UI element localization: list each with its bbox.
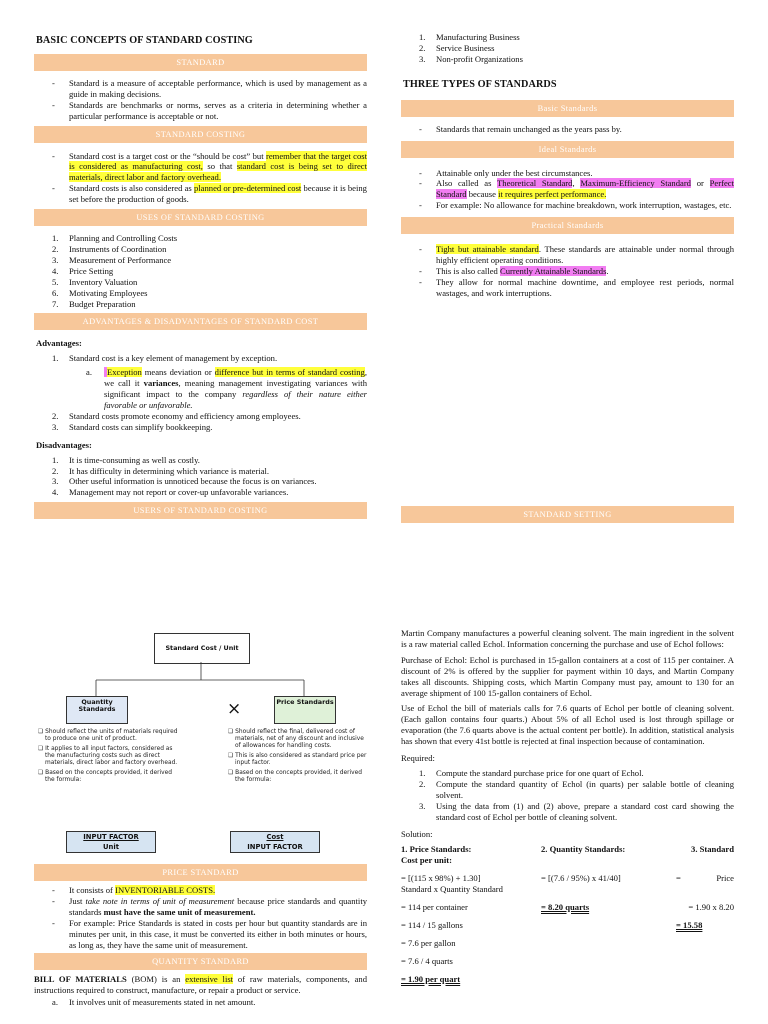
types-title: THREE TYPES OF STANDARDS — [403, 78, 557, 90]
section-header-uses: USES OF STANDARD COSTING — [34, 209, 367, 226]
diagram-note: ❏ This is also considered as standard price per input factor. — [228, 752, 367, 766]
disadvantages-label: Disadvantages: — [36, 439, 92, 450]
left-bottom — [34, 864, 367, 1008]
list-item: 3. Standard costs can simplify bookkeeping. — [52, 421, 213, 432]
table-row: = 114 per container = 8.20 quarts = 1.90 x 8.20 — [401, 902, 734, 913]
list-item: 1. Standard cost is a key element of management by exception. — [52, 353, 278, 364]
standard-cost-unit-box: Standard Cost / Unit — [154, 633, 250, 664]
advantages-list-cont — [34, 411, 367, 433]
list-item: 3. Other useful information is unnoticed because the focus is on variances. — [52, 476, 317, 487]
price-standard-list — [34, 885, 367, 950]
standard-list — [34, 78, 367, 122]
list-item: - Standard cost is a target cost or the “should be cost” but remember that the target cost is considered as manufacturing cost, so that standard cost is being set to direct materials, direct labor and factory overhead. — [34, 151, 367, 184]
list-item: 2. Standard costs promote economy and efficiency among employees. — [52, 410, 301, 421]
list-item: - Standard is a measure of acceptable performance, which is used by management as a guide in making decisions. — [34, 78, 367, 100]
required-label: Required: — [401, 753, 435, 764]
list-item: 2. Compute the standard quantity of Echol (in quarts) per salable bottle of cleaning solvent. — [419, 778, 734, 800]
section-header-quantity-standard: QUANTITY STANDARD — [34, 953, 367, 970]
quantity-notes — [38, 729, 178, 787]
section-header-users: USERS OF STANDARD COSTING — [34, 502, 367, 519]
table-row: = 7.6 / 4 quarts — [401, 955, 453, 966]
list-item: 3. Measurement of Performance — [52, 254, 172, 265]
list-item: 7. Budget Preparation — [52, 298, 136, 309]
list-item: 6. Motivating Employees — [52, 287, 148, 298]
required-list — [401, 768, 734, 823]
section-header-basic: Basic Standards — [401, 100, 734, 117]
advantages-sublist — [34, 367, 367, 411]
input-factor-formula-box: INPUT FACTOR Unit — [66, 831, 156, 853]
problem-paragraph-1: Martin Company manufactures a powerful cleaning solvent. The main ingredient in the solvent is a raw material called Echol. Information concerning the purchase and use of Echol follows: — [401, 628, 734, 649]
list-item: 1. Compute the standard purchase price for one quart of Echol. — [419, 767, 644, 778]
list-item: - They allow for normal machine downtime, and employee rest periods, normal wastages, and work interruptions. — [401, 277, 734, 299]
diagram-note: ❏ Should reflect the final, delivered cost of materials, net of any discount and inclusive of allowances for handling costs. — [228, 729, 364, 749]
list-item: - For example: Price Standards is stated in costs per hour but quantity standards are in minutes per unit, in this case, it must be converted its either in both minutes or hours, as long as, they have the same unit of measurement. — [34, 918, 367, 951]
list-item: - Standards are benchmarks or norms, serves as a criteria in determining whether a particular performance is acceptable or not. — [34, 100, 367, 122]
section-header-standard-setting: STANDARD SETTING — [401, 506, 734, 523]
section-header-standard: STANDARD — [34, 54, 367, 71]
quantity-standards-box: Quantity Standards — [66, 696, 128, 724]
left-column — [34, 32, 367, 519]
list-item: 1. It is time-consuming as well as costly. — [52, 454, 200, 465]
list-item: - Tight but attainable standard. These standards are attainable under normal through highly efficient operating conditions. — [401, 244, 734, 266]
cost-formula-box: Cost INPUT FACTOR — [230, 831, 320, 853]
list-item: 2. Instruments of Coordination — [52, 244, 167, 255]
table-row: 1. Price Standards: 2. Quantity Standards: 3. Standard — [401, 844, 734, 855]
list-item: 1. Manufacturing Business — [419, 32, 520, 42]
solution-label: Solution: — [401, 828, 433, 839]
diagram-note: ❏ Based on the concepts provided, it derived the formula: — [228, 769, 362, 783]
bom-paragraph: BILL OF MATERIALS (BOM) is an extensive list of raw materials, components, and instructions required to construct, manufacture, or repair a product or service. — [34, 974, 368, 996]
list-item: a. Exception means deviation or difference but in terms of standard costing, we call it variances, meaning management investigating variances with significant impact to the company regardless of their nature either favorable or unfavorable. — [86, 367, 368, 410]
problem-paragraph-2: Purchase of Echol: Echol is purchased in 15-gallon containers at a cost of 115 per container. A discount of 2% is offered by the supplier for payment within 10 days, and Martin Company takes all discounts. Shipping costs, which Martin Company must pay, amount to 130 for an average shipment of 100 15-gallon containers of Echol. — [401, 654, 734, 698]
uses-list — [34, 233, 367, 309]
right-column — [401, 32, 734, 303]
ideal-list — [401, 168, 734, 212]
bom-list — [34, 997, 367, 1008]
list-item: 2. Service Business — [419, 42, 495, 53]
section-header-price-standard: PRICE STANDARD — [34, 864, 367, 881]
table-row: = [(115 x 98%) + 1.30] = [(7.6 / 95%) x 41/40] = Price — [401, 873, 734, 884]
multiply-icon: × — [227, 699, 242, 719]
standard-cost-diagram — [38, 633, 371, 858]
list-item: - This is also called Currently Attainable Standards. — [401, 266, 734, 277]
table-row: Standard x Quantity Standard — [401, 884, 503, 895]
standard-setting-header-wrap — [401, 506, 734, 523]
page-title: BASIC CONCEPTS OF STANDARD COSTING — [36, 35, 253, 46]
list-item: - For example: No allowance for machine breakdown, work interruption, wastages, etc. — [401, 200, 734, 211]
list-item: 3. Using the data from (1) and (2) above, prepare a standard cost card showing the standard cost of Echol per bottle of cleaning solvent. — [419, 800, 734, 822]
list-item: - Standard costs is also considered as planned or pre-determined cost because it is being set before the production of goods. — [34, 183, 367, 205]
advantages-list — [34, 353, 367, 364]
section-header-ideal: Ideal Standards — [401, 141, 734, 158]
diagram-note: ❏ Based on the concepts provided, it derived the formula: — [38, 769, 172, 783]
list-item: - Also called as Theoretical Standard, Maximum-Efficiency Standard or Perfect Standard because it requires perfect performance. — [401, 178, 734, 200]
basic-list — [401, 124, 734, 135]
price-notes — [228, 729, 368, 787]
solution-table — [401, 844, 734, 984]
organizations-list — [401, 32, 734, 65]
list-item: a. It involves unit of measurements stated in net amount. — [52, 997, 256, 1008]
list-item: - Standards that remain unchanged as the years pass by. — [401, 124, 734, 135]
standard-costing-list — [34, 151, 367, 206]
table-row: = 7.6 per gallon — [401, 937, 456, 948]
disadvantages-list — [34, 455, 367, 499]
list-item: 5. Inventory Valuation — [52, 276, 138, 287]
list-item: 4. Management may not report or cover-up unfavorable variances. — [52, 487, 289, 498]
table-row: Cost per unit: — [401, 855, 452, 866]
section-header-adv-disadv: ADVANTAGES & DISADVANTAGES OF STANDARD COST — [34, 313, 367, 330]
list-item: - Attainable only under the best circumstances. — [401, 168, 734, 179]
table-row: = 114 / 15 gallons = 15.58 — [401, 919, 703, 930]
list-item: 2. It has difficulty in determining which variance is material. — [52, 465, 270, 476]
diagram-note: ❏ Should reflect the units of materials required to produce one unit of product. — [38, 729, 178, 742]
list-item: 4. Price Setting — [52, 265, 114, 276]
price-standards-box: Price Standards — [274, 696, 336, 724]
list-item: - Just take note in terms of unit of measurement because price standards and quantity standards must have the same unit of measurement. — [34, 896, 367, 918]
table-row: = 1.90 per quart — [401, 973, 461, 984]
list-item: - It consists of INVENTORIABLE COSTS. — [34, 885, 367, 896]
problem-section — [401, 628, 734, 985]
section-header-practical: Practical Standards — [401, 217, 734, 234]
list-item: 3. Non-profit Organizations — [419, 53, 523, 64]
problem-paragraph-3: Use of Echol the bill of materials calls for 7.6 quarts of Echol per bottle of cleaning solvent. (Each gallon contains four quarts.) About 5% of all Echol used is lost through spillage or evaporation (the 7.6 quarts above is the actual content per bottle). In addition, statistical analysis has shown that every 41st bottle is rejected at final inspection because of contamination. — [401, 703, 734, 747]
list-item: 1. Planning and Controlling Costs — [52, 233, 178, 244]
practical-list — [401, 244, 734, 299]
section-header-standard-costing: STANDARD COSTING — [34, 126, 367, 143]
advantages-label: Advantages: — [36, 338, 82, 349]
diagram-note: ❏ It applies to all input factors, considered as the manufacturing costs such as direct materials, direct labor and factory overhead. — [38, 745, 178, 766]
